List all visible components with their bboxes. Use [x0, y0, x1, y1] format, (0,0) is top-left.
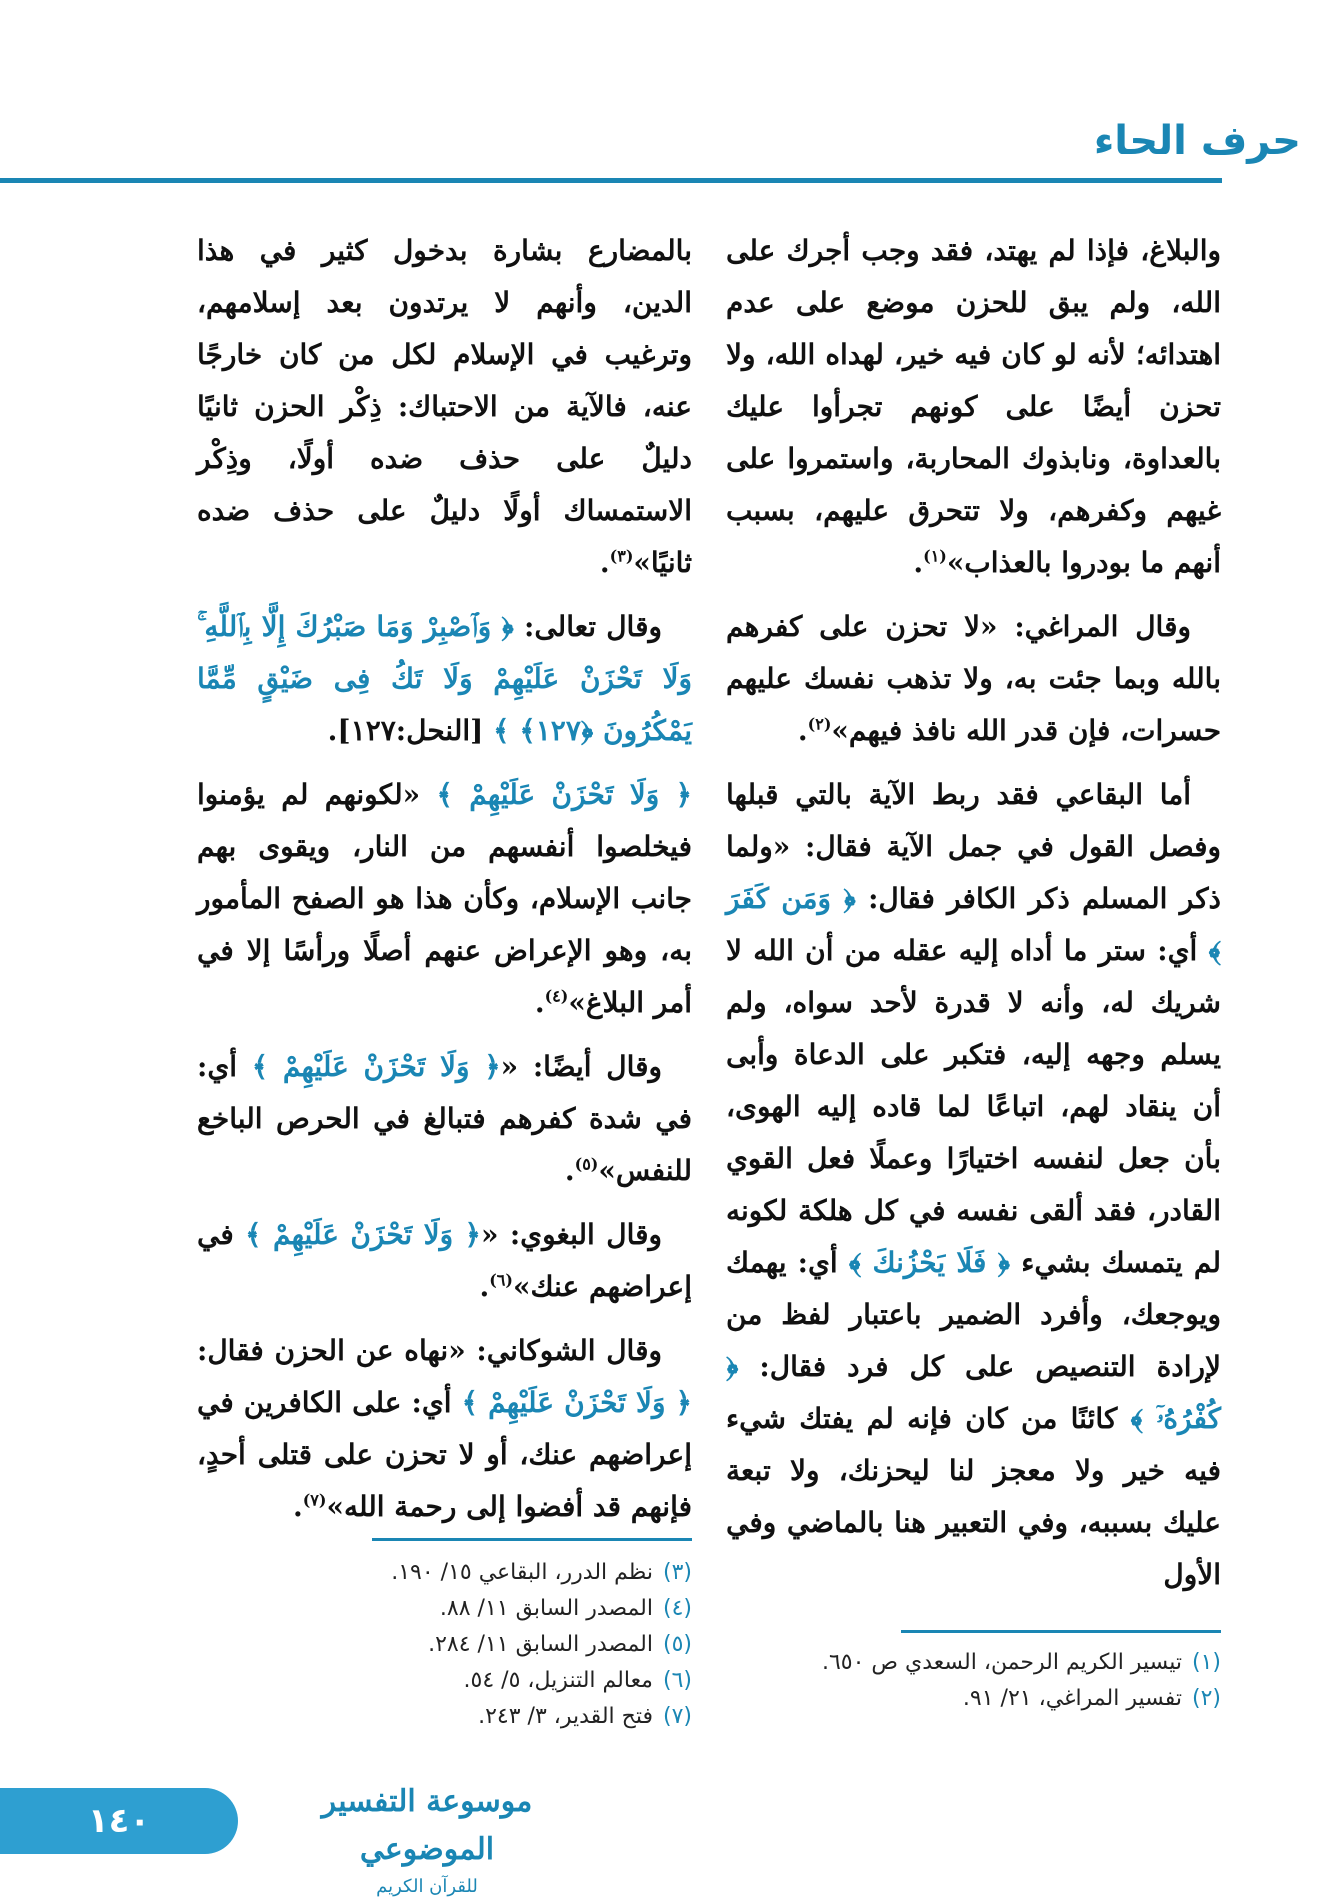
paragraph-text: أي: ستر ما أداه إليه عقله من أن الله لا شريك له، وأنه لا قدرة لأحد سواه، ولم يسلم وجهه إليه، فتكبر على الدعاة وأبى أن ينقاد لهم، اتباعًا لما قاده إليه الهوى، بأن جعل لنفسه اختيارًا وعملًا فعل القوي القادر، فقد ألقى نفسه في كل هلكة لكونه لم يتمسك بشيء: [726, 934, 1222, 1279]
footnote-ref[interactable]: (٤): [544, 986, 569, 1006]
footnote-rule: [372, 1538, 692, 1541]
paragraph: والبلاغ، فإذا لم يهتد، فقد وجب أجرك على الله، ولم يبق للحزن موضع على عدم اهتدائه؛ لأنه لو كان فيه خير، لهداه الله، ولا تحزن أيضًا على كونهم تجرأوا عليك بالعداوة، ونابذوك المحاربة، واستمروا على غيهم وكفرهم، ولا تتحرق عليهم، بسبب أنهم ما بودروا بالعذاب»$^{(١)}$.: [726, 234, 1221, 579]
verse-reference: [النحل:١٢٧]: [337, 714, 484, 747]
footnote-ref[interactable]: (٣): [609, 546, 634, 566]
footnote-item: [197, 1627, 692, 1663]
footnote-item: [726, 1681, 1221, 1717]
section-header: حرف الحاء: [1093, 118, 1301, 164]
footnote-item: [197, 1555, 692, 1591]
logo-title: موسوعة التفسير الموضوعي: [321, 1784, 533, 1867]
paragraph: وقال المراغي: «لا تحزن على كفرهم بالله وبما جئت به، ولا تذهب نفسك عليهم حسرات، فإن قدر الله نافذ فيهم»$^{(٢)}$.: [726, 610, 1221, 747]
footnote-text: فتح القدير، ٣/ ٢٤٣.: [478, 1704, 653, 1729]
footnote-number: (٧): [662, 1704, 692, 1729]
footnote-item: [726, 1645, 1221, 1681]
footnote-item: [197, 1699, 692, 1735]
footnote-number: (٥): [662, 1632, 692, 1657]
paragraph-text: وقال أيضًا: «: [500, 1050, 663, 1083]
logo-subtitle: للقرآن الكريم: [376, 1876, 478, 1897]
paragraph: وقال أيضًا: «﴿ وَلَا تَحْزَنْ عَلَيْهِمْ ﴾ أي: في شدة كفرهم فتبالغ في الحرص الباخع للنفس»$^{(٥)}$.: [197, 1050, 692, 1187]
footnote-ref[interactable]: (٥): [574, 1154, 599, 1174]
paragraph-text: والبلاغ، فإذا لم يهتد، فقد وجب أجرك على الله، ولم يبق للحزن موضع على عدم اهتدائه؛ لأنه لو كان فيه خير، لهداه الله، ولا تحزن أيضًا على كونهم تجرأوا عليك بالعداوة، ونابذوك المحاربة، واستمروا على غيهم وكفرهم، ولا تتحرق عليهم، بسبب أنهم ما بودروا بالعذاب»: [726, 234, 1221, 579]
footnote-number: (٦): [662, 1668, 692, 1693]
footnote-ref[interactable]: (٢): [807, 714, 832, 734]
page-number-badge: [0, 1788, 238, 1854]
paragraph-text: أي: يهمك ويوجعك، وأفرد الضمير باعتبار لفظ من لإرادة التنصيص على كل فرد فقال:: [726, 1246, 1222, 1383]
quran-verse: ﴿ وَمَن كَفَرَ ﴾: [726, 882, 1222, 967]
footnote-ref[interactable]: (٧): [302, 1490, 327, 1510]
paragraph: [726, 769, 1221, 1601]
footnote-item: [197, 1663, 692, 1699]
footnote-number: (١): [1191, 1650, 1221, 1675]
paragraph: وقال تعالى: ﴿ وَٱصْبِرْ وَمَا صَبْرُكَ إِلَّا بِٱللَّهِ ۚ وَلَا تَحْزَنْ عَلَيْهِمْ وَلَا تَكُ فِى ضَيْقٍ مِّمَّا يَمْكُرُونَ ﴿١٢٧﴾ ﴾ [النحل:١٢٧].: [197, 610, 693, 747]
paragraph-text: أي: على الكافرين في إعراضهم عنك، أو لا تحزن على قتلى أحدٍ، فإنهم قد أفضوا إلى رحمة الله»: [197, 1386, 692, 1523]
footnotes-right: [726, 1645, 1221, 1717]
quran-verse: ﴿ وَلَا تَحْزَنْ عَلَيْهِمْ ﴾: [461, 1386, 693, 1419]
paragraph: وقال الشوكاني: «نهاه عن الحزن فقال: ﴿ وَلَا تَحْزَنْ عَلَيْهِمْ ﴾ أي: على الكافرين في إعراضهم عنك، أو لا تحزن على قتلى أحدٍ، فإنهم قد أفضوا إلى رحمة الله»$^{(٧)}$.: [197, 1334, 693, 1523]
footnote-number: (٢): [1191, 1686, 1221, 1711]
paragraph: وقال البغوي: «﴿ وَلَا تَحْزَنْ عَلَيْهِمْ ﴾ في إعراضهم عنك»$^{(٦)}$.: [197, 1218, 692, 1303]
quran-verse: ﴿ فَلَا يَحْزُنكَ ﴾: [848, 1246, 1011, 1279]
footnote-text: نظم الدرر، البقاعي ١٥/ ١٩٠.: [391, 1560, 653, 1585]
paragraph-text: وقال تعالى:: [524, 610, 662, 643]
paragraph-text: وقال المراغي: «لا تحزن على كفرهم بالله وبما جئت به، ولا تذهب نفسك عليهم حسرات، فإن قدر الله نافذ فيهم»: [726, 610, 1221, 747]
footnote-text: تيسير الكريم الرحمن، السعدي ص ٦٥٠.: [821, 1650, 1182, 1675]
quran-verse: ﴿ وَلَا تَحْزَنْ عَلَيْهِمْ ﴾: [245, 1218, 481, 1251]
paragraph-text: في إعراضهم عنك»: [197, 1218, 692, 1303]
footnote-number: (٣): [662, 1560, 692, 1585]
paragraph: بالمضارع بشارة بدخول كثير في هذا الدين، وأنهم لا يرتدون بعد إسلامهم، وترغيب في الإسلام لكل من كان خارجًا عنه، فالآية من الاحتباك: ذِكْر الحزن ثانيًا دليلٌ على حذف ضده أولًا، وذِكْر الاستمساك أولًا دليلٌ على حذف ضده ثانيًا»$^{(٣)}$.: [197, 234, 692, 579]
footnote-text: المصدر السابق ١١/ ٢٨٤.: [428, 1632, 653, 1657]
footnote-text: المصدر السابق ١١/ ٨٨.: [439, 1596, 653, 1621]
paragraph: ﴿ وَلَا تَحْزَنْ عَلَيْهِمْ ﴾ «لكونهم لم يؤمنوا فيخلصوا أنفسهم من النار، ويقوى بهم جانب الإسلام، وكأن هذا هو الصفح المأمور به، وهو الإعراض عنهم أصلًا ورأسًا إلا في أمر البلاغ»$^{(٤)}$.: [197, 778, 693, 1019]
paragraph-text: كائنًا من كان فإنه لم يفتك شيء فيه خير ولا معجز لنا ليحزنك، ولا تبعة عليك بسببه، وفي التعبير هنا بالماضي وفي الأول: [726, 1402, 1221, 1591]
paragraph-text: بالمضارع بشارة بدخول كثير في هذا الدين، وأنهم لا يرتدون بعد إسلامهم، وترغيب في الإسلام لكل من كان خارجًا عنه، فالآية من الاحتباك: ذِكْر الحزن ثانيًا دليلٌ على حذف ضده أولًا، وذِكْر الاستمساك أولًا دليلٌ على حذف ضده ثانيًا»: [197, 234, 692, 579]
quran-verse: ﴿ وَٱصْبِرْ وَمَا صَبْرُكَ إِلَّا بِٱللَّهِ ۚ وَلَا تَحْزَنْ عَلَيْهِمْ وَلَا تَكُ فِى ضَيْقٍ مِّمَّا يَمْكُرُونَ ﴿١٢٧﴾ ﴾: [197, 610, 693, 747]
header-rule: [0, 178, 1222, 183]
encyclopedia-logo: [262, 1778, 592, 1897]
footnote-number: (٤): [662, 1596, 692, 1621]
paragraph-text: «لكونهم لم يؤمنوا فيخلصوا أنفسهم من النار، ويقوى بهم جانب الإسلام، وكأن هذا هو الصفح المأمور به، وهو الإعراض عنهم أصلًا ورأسًا إلا في أمر البلاغ»: [197, 778, 693, 1019]
left-column: [197, 225, 692, 1545]
footnote-text: تفسير المراغي، ٢١/ ٩١.: [962, 1686, 1182, 1711]
footnote-ref[interactable]: (١): [923, 546, 947, 566]
quran-verse: ﴿ كُفْرُهُۥٓ ﴾: [726, 1350, 1222, 1435]
paragraph-text: أما البقاعي فقد ربط الآية بالتي قبلها وفصل القول في جمل الآية فقال: «ولما ذكر المسلم ذكر الكافر فقال:: [726, 778, 1221, 915]
footnote-text: معالم التنزيل، ٥/ ٥٤.: [463, 1668, 653, 1693]
page-number: ١٤٠: [87, 1801, 151, 1841]
quran-verse: ﴿ وَلَا تَحْزَنْ عَلَيْهِمْ ﴾: [436, 778, 693, 811]
right-column: [726, 225, 1221, 1613]
footnote-item: [197, 1591, 692, 1627]
footnotes-left: [197, 1555, 692, 1735]
footnote-ref[interactable]: (٦): [489, 1270, 513, 1290]
quran-verse: ﴿ وَلَا تَحْزَنْ عَلَيْهِمْ ﴾: [251, 1050, 501, 1083]
footnote-rule: [901, 1630, 1221, 1633]
paragraph-text: أي: في شدة كفرهم فتبالغ في الحرص الباخع للنفس»: [197, 1050, 692, 1187]
paragraph-text: وقال الشوكاني: «نهاه عن الحزن فقال:: [197, 1334, 662, 1367]
paragraph-text: وقال البغوي: «: [480, 1218, 663, 1251]
